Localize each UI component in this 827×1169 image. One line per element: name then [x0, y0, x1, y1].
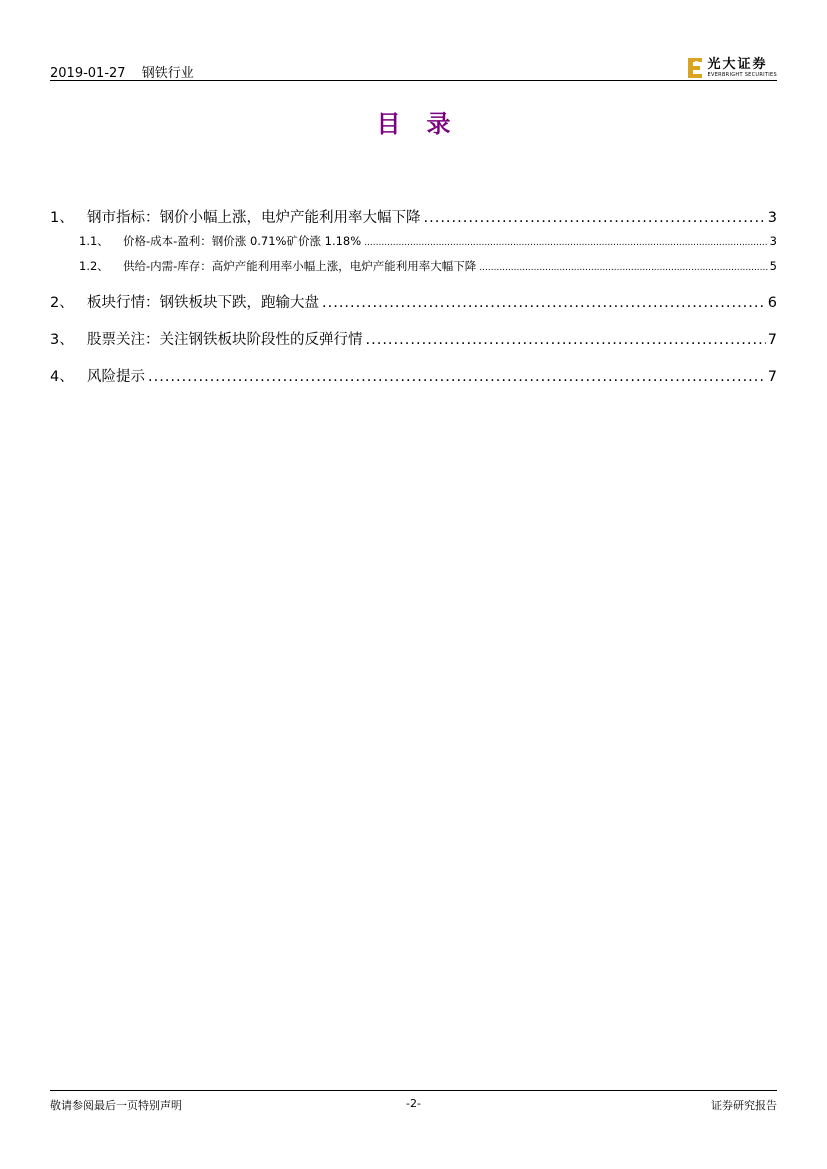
toc-entry-title: 钢市指标：钢价小幅上涨，电炉产能利用率大幅下降 — [87, 210, 421, 226]
toc-entry-2[interactable] — [50, 291, 777, 312]
logo-english-name: EVERBRIGHT SECURITIES — [707, 72, 777, 78]
page-header — [50, 56, 777, 82]
page-title: 目录 — [376, 109, 477, 138]
toc-entry-number: 1.2、 — [79, 259, 109, 273]
logo-chinese-name: 光大证券 — [707, 57, 768, 72]
toc-entry-page: 7 — [767, 369, 777, 385]
toc-entry-title: 股票关注：关注钢铁板块阶段性的反弹行情 — [87, 332, 363, 348]
toc-leader-dots — [322, 295, 766, 311]
toc-entry-number: 2、 — [50, 295, 74, 311]
toc-entry-number: 1.1、 — [79, 234, 109, 248]
toc-entry-page: 5 — [769, 259, 777, 273]
page-footer — [50, 1097, 777, 1113]
toc-leader-dots — [148, 369, 766, 385]
toc-leader-dots — [364, 238, 767, 248]
toc-entry-1-1[interactable] — [50, 233, 777, 249]
page-number: -2- — [406, 1097, 421, 1110]
everbright-logo — [686, 56, 777, 80]
toc-entry-4[interactable] — [50, 365, 777, 386]
toc-entry-number: 1、 — [50, 210, 74, 226]
toc-entry-title: 板块行情：钢铁板块下跌，跑输大盘 — [87, 295, 319, 311]
header-info — [50, 62, 194, 81]
toc-entry-title: 供给-内需-库存：高炉产能利用率小幅上涨，电炉产能利用率大幅下降 — [123, 259, 477, 273]
toc-entry-3[interactable] — [50, 328, 777, 349]
toc-entry-number: 4、 — [50, 369, 74, 385]
disclaimer-note: 敬请参阅最后一页特别声明 — [50, 1099, 182, 1112]
industry-label: 钢铁行业 — [141, 66, 194, 81]
toc-entry-page: 6 — [767, 295, 777, 311]
toc-entry-page: 7 — [767, 332, 777, 348]
toc-entry-title: 价格-成本-盈利：钢价涨 0.71%矿价涨 1.18% — [123, 234, 362, 248]
toc-leader-dots — [366, 332, 766, 348]
toc-entry-page: 3 — [769, 234, 777, 248]
toc-leader-dots — [479, 263, 767, 273]
toc-entry-title: 风险提示 — [87, 369, 145, 385]
toc-entry-1[interactable] — [50, 206, 777, 227]
toc-leader-dots — [424, 210, 766, 226]
toc-entry-number: 3、 — [50, 332, 74, 348]
toc-entry-1-2[interactable] — [50, 258, 777, 274]
logo-mark-icon — [686, 57, 704, 79]
header-divider — [50, 80, 777, 81]
footer-divider — [50, 1090, 777, 1091]
toc-entry-page: 3 — [767, 210, 777, 226]
report-type: 证券研究报告 — [711, 1099, 777, 1112]
report-date: 2019-01-27 — [50, 66, 126, 81]
